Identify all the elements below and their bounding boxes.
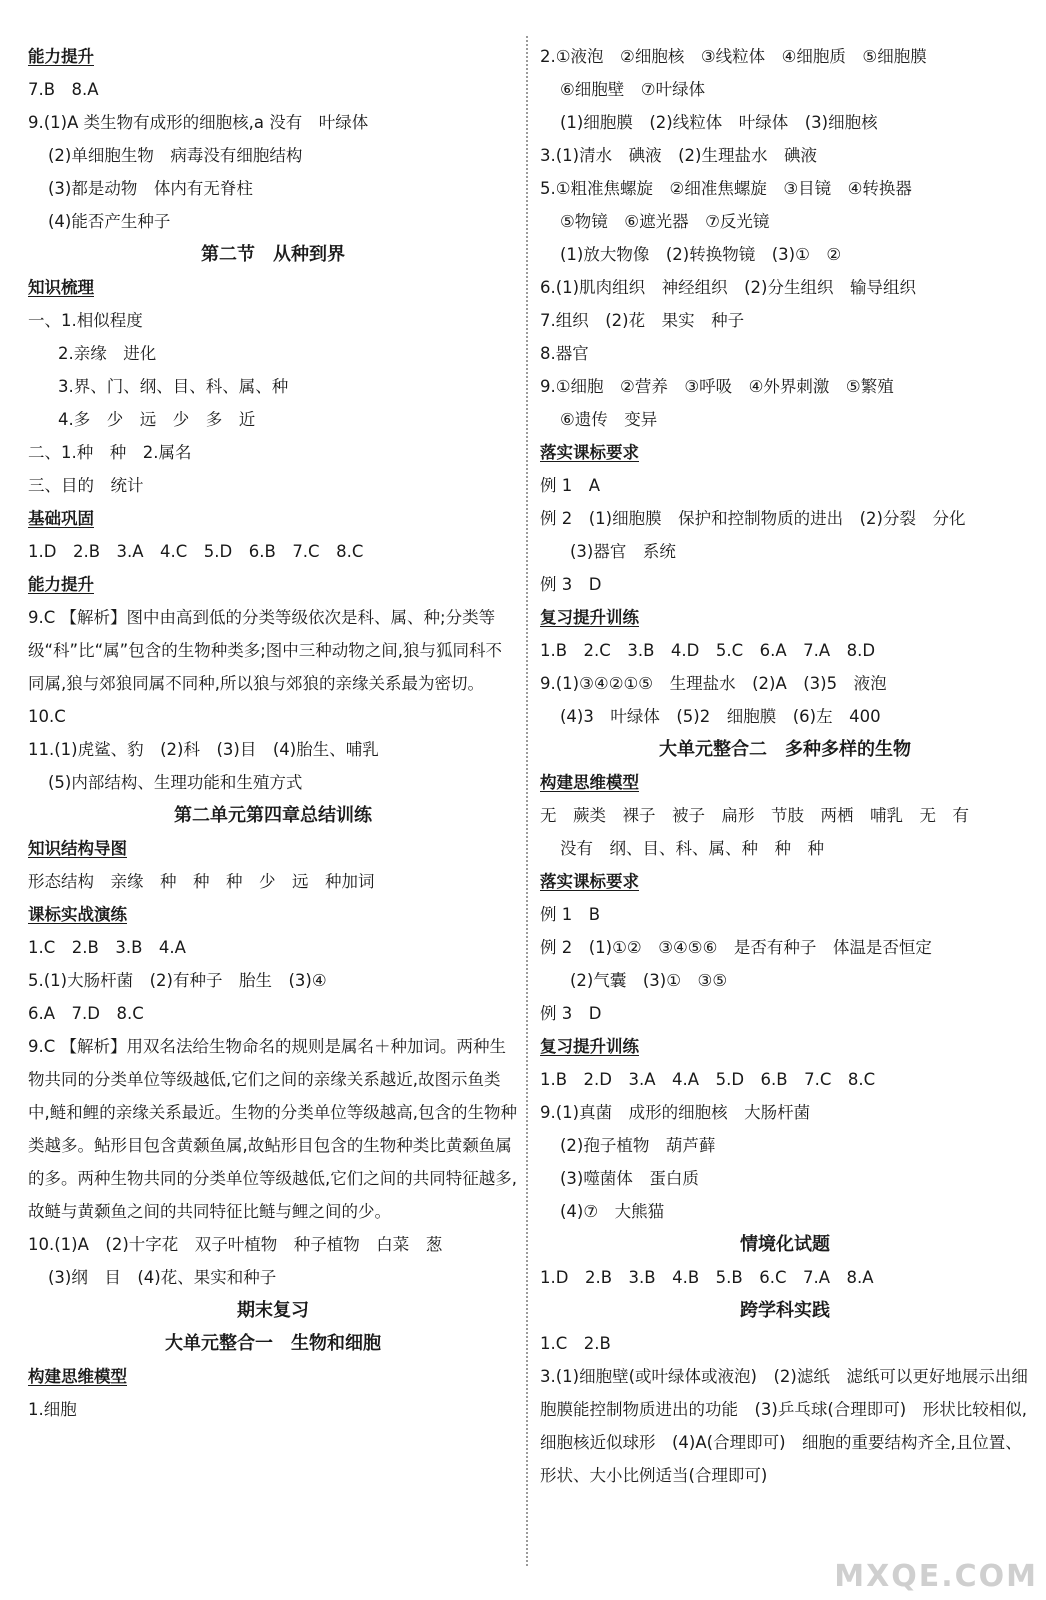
answer-line: 3.界、门、纲、目、科、属、种 [58, 377, 289, 396]
answer-line: 2.①液泡 ②细胞核 ③线粒体 ④细胞质 ⑤细胞膜 [540, 47, 927, 66]
answer-line: 3.(1)细胞壁(或叶绿体或液泡) (2)滤纸 滤纸可以更好地展示出细胞膜能控制物质进出的功能 (3)乒乓球(合理即可) 形状比较相似,细胞核近似球形 (4)A(合理即可) 细胞的重要结构齐全,且位置、形状、大小比例适当(合理即可) [540, 1367, 1028, 1485]
answer-line: 3.(1)清水 碘液 (2)生理盐水 碘液 [540, 146, 817, 165]
subsection-label: 落实课标要求 [540, 443, 639, 462]
answer-line: (1)放大物像 (2)转换物镜 (3)① ② [560, 245, 842, 264]
subsection-label: 基础巩固 [28, 509, 94, 528]
subsection-label: 构建思维模型 [28, 1367, 127, 1386]
answer-line: (3)都是动物 体内有无脊柱 [48, 179, 253, 198]
answer-line: (3)噬菌体 蛋白质 [560, 1169, 699, 1188]
answer-line: 6.A 7.D 8.C [28, 1004, 144, 1023]
answer-line: 9.(1)真菌 成形的细胞核 大肠杆菌 [540, 1103, 811, 1122]
answer-line: 5.①粗准焦螺旋 ②细准焦螺旋 ③目镜 ④转换器 [540, 179, 912, 198]
answer-line: 4.多 少 远 少 多 近 [58, 410, 256, 429]
section-title: 大单元整合一 生物和细胞 [165, 1333, 381, 1354]
subsection-label: 知识梳理 [28, 278, 94, 297]
answer-line: 例 2 (1)细胞膜 保护和控制物质的进出 (2)分裂 分化 [540, 509, 966, 528]
answer-line: 1.B 2.D 3.A 4.A 5.D 6.B 7.C 8.C [540, 1070, 876, 1089]
answer-line: 9.C 【解析】图中由高到低的分类等级依次是科、属、种;分类等级“科”比“属”包含的生物种类多;图中三种动物之间,狼与狐同科不同属,狼与郊狼同属不同种,所以狼与郊狼的亲缘关系最为密切。 [28, 608, 502, 693]
answer-line: 7.B 8.A [28, 80, 99, 99]
answer-line: 1.B 2.C 3.B 4.D 5.C 6.A 7.A 8.D [540, 641, 876, 660]
answer-line: 无 蕨类 裸子 被子 扁形 节肢 两栖 哺乳 无 有 [540, 806, 969, 825]
answer-line: 1.C 2.B [540, 1334, 611, 1353]
answer-line: 9.(1)A 类生物有成形的细胞核,a 没有 叶绿体 [28, 113, 369, 132]
answer-line: 三、目的 统计 [28, 476, 144, 495]
answer-line: 1.细胞 [28, 1400, 77, 1419]
answer-line: 10.(1)A (2)十字花 双子叶植物 种子植物 白菜 葱 [28, 1235, 443, 1254]
answer-line: 例 3 D [540, 1004, 602, 1023]
answer-line: 9.①细胞 ②营养 ③呼吸 ④外界刺激 ⑤繁殖 [540, 377, 894, 396]
answer-line: 5.(1)大肠杆菌 (2)有种子 胎生 (3)④ [28, 971, 327, 990]
answer-line: 一、1.相似程度 [28, 311, 143, 330]
answer-line: (5)内部结构、生理功能和生殖方式 [48, 773, 303, 792]
section-title: 期末复习 [237, 1300, 309, 1321]
section-title: 跨学科实践 [740, 1300, 830, 1321]
answer-line: 9.C 【解析】用双名法给生物命名的规则是属名＋种加词。两种生物共同的分类单位等级越低,它们之间的亲缘关系越近,故图示鱼类中,鲢和鲤的亲缘关系最近。生物的分类单位等级越高,包含的生物种类越多。鲇形目包含黄颡鱼属,故鲇形目包含的生物种类比黄颡鱼属的多。两种生物共同的分类单位等级越低,它们之间的共同特征越多,故鲢与黄颡鱼之间的共同特征比鲢与鲤之间的少。 [28, 1037, 517, 1221]
answer-line: 7.组织 (2)花 果实 种子 [540, 311, 745, 330]
subsection-label: 能力提升 [28, 575, 94, 594]
subsection-label: 能力提升 [28, 47, 94, 66]
answer-line: (2)气囊 (3)① ③⑤ [570, 971, 728, 990]
answer-line: 1.C 2.B 3.B 4.A [28, 938, 186, 957]
section-title: 第二单元第四章总结训练 [174, 805, 372, 826]
answer-line: 11.(1)虎鲨、豹 (2)科 (3)目 (4)胎生、哺乳 [28, 740, 379, 759]
answer-line: ⑤物镜 ⑥遮光器 ⑦反光镜 [560, 212, 770, 231]
section-title: 大单元整合二 多种多样的生物 [659, 739, 911, 760]
answer-line: 6.(1)肌肉组织 神经组织 (2)分生组织 输导组织 [540, 278, 916, 297]
answer-line: 例 1 B [540, 905, 601, 924]
answer-line: 2.亲缘 进化 [58, 344, 157, 363]
subsection-label: 课标实战演练 [28, 905, 127, 924]
answer-line: 例 1 A [540, 476, 601, 495]
answer-line: 形态结构 亲缘 种 种 种 少 远 种加词 [28, 872, 375, 891]
subsection-label: 复习提升训练 [540, 608, 639, 627]
answer-line: 8.器官 [540, 344, 589, 363]
answer-line: (4)能否产生种子 [48, 212, 171, 231]
subsection-label: 复习提升训练 [540, 1037, 639, 1056]
answer-line: 例 2 (1)①② ③④⑤⑥ 是否有种子 体温是否恒定 [540, 938, 932, 957]
answer-line: (3)器官 系统 [570, 542, 676, 561]
subsection-label: 落实课标要求 [540, 872, 639, 891]
right-column [540, 40, 1030, 1492]
subsection-label: 知识结构导图 [28, 839, 127, 858]
answer-line: 1.D 2.B 3.A 4.C 5.D 6.B 7.C 8.C [28, 542, 364, 561]
section-title: 第二节 从种到界 [201, 244, 345, 265]
answer-line: 没有 纲、目、科、属、种 种 种 [560, 839, 824, 858]
answer-line: (3)纲 目 (4)花、果实和种子 [48, 1268, 277, 1287]
site-watermark: MXQE.COM [834, 1559, 1038, 1594]
answer-line: (4)⑦ 大熊猫 [560, 1202, 665, 1221]
answer-line: 10.C [28, 707, 66, 726]
answer-line: 例 3 D [540, 575, 602, 594]
answer-line: (2)单细胞生物 病毒没有细胞结构 [48, 146, 303, 165]
answer-line: (4)3 叶绿体 (5)2 细胞膜 (6)左 400 [560, 707, 881, 726]
left-column [28, 40, 518, 1426]
answer-line: 1.D 2.B 3.B 4.B 5.B 6.C 7.A 8.A [540, 1268, 874, 1287]
answer-line: ⑥遗传 变异 [560, 410, 658, 429]
answer-line: 9.(1)③④②①⑤ 生理盐水 (2)A (3)5 液泡 [540, 674, 887, 693]
answer-line: (2)孢子植物 葫芦藓 [560, 1136, 716, 1155]
answer-line: (1)细胞膜 (2)线粒体 叶绿体 (3)细胞核 [560, 113, 878, 132]
subsection-label: 构建思维模型 [540, 773, 639, 792]
answer-line: 二、1.种 种 2.属名 [28, 443, 192, 462]
column-divider [526, 36, 528, 1566]
answer-line: ⑥细胞壁 ⑦叶绿体 [560, 80, 706, 99]
section-title: 情境化试题 [740, 1234, 830, 1255]
